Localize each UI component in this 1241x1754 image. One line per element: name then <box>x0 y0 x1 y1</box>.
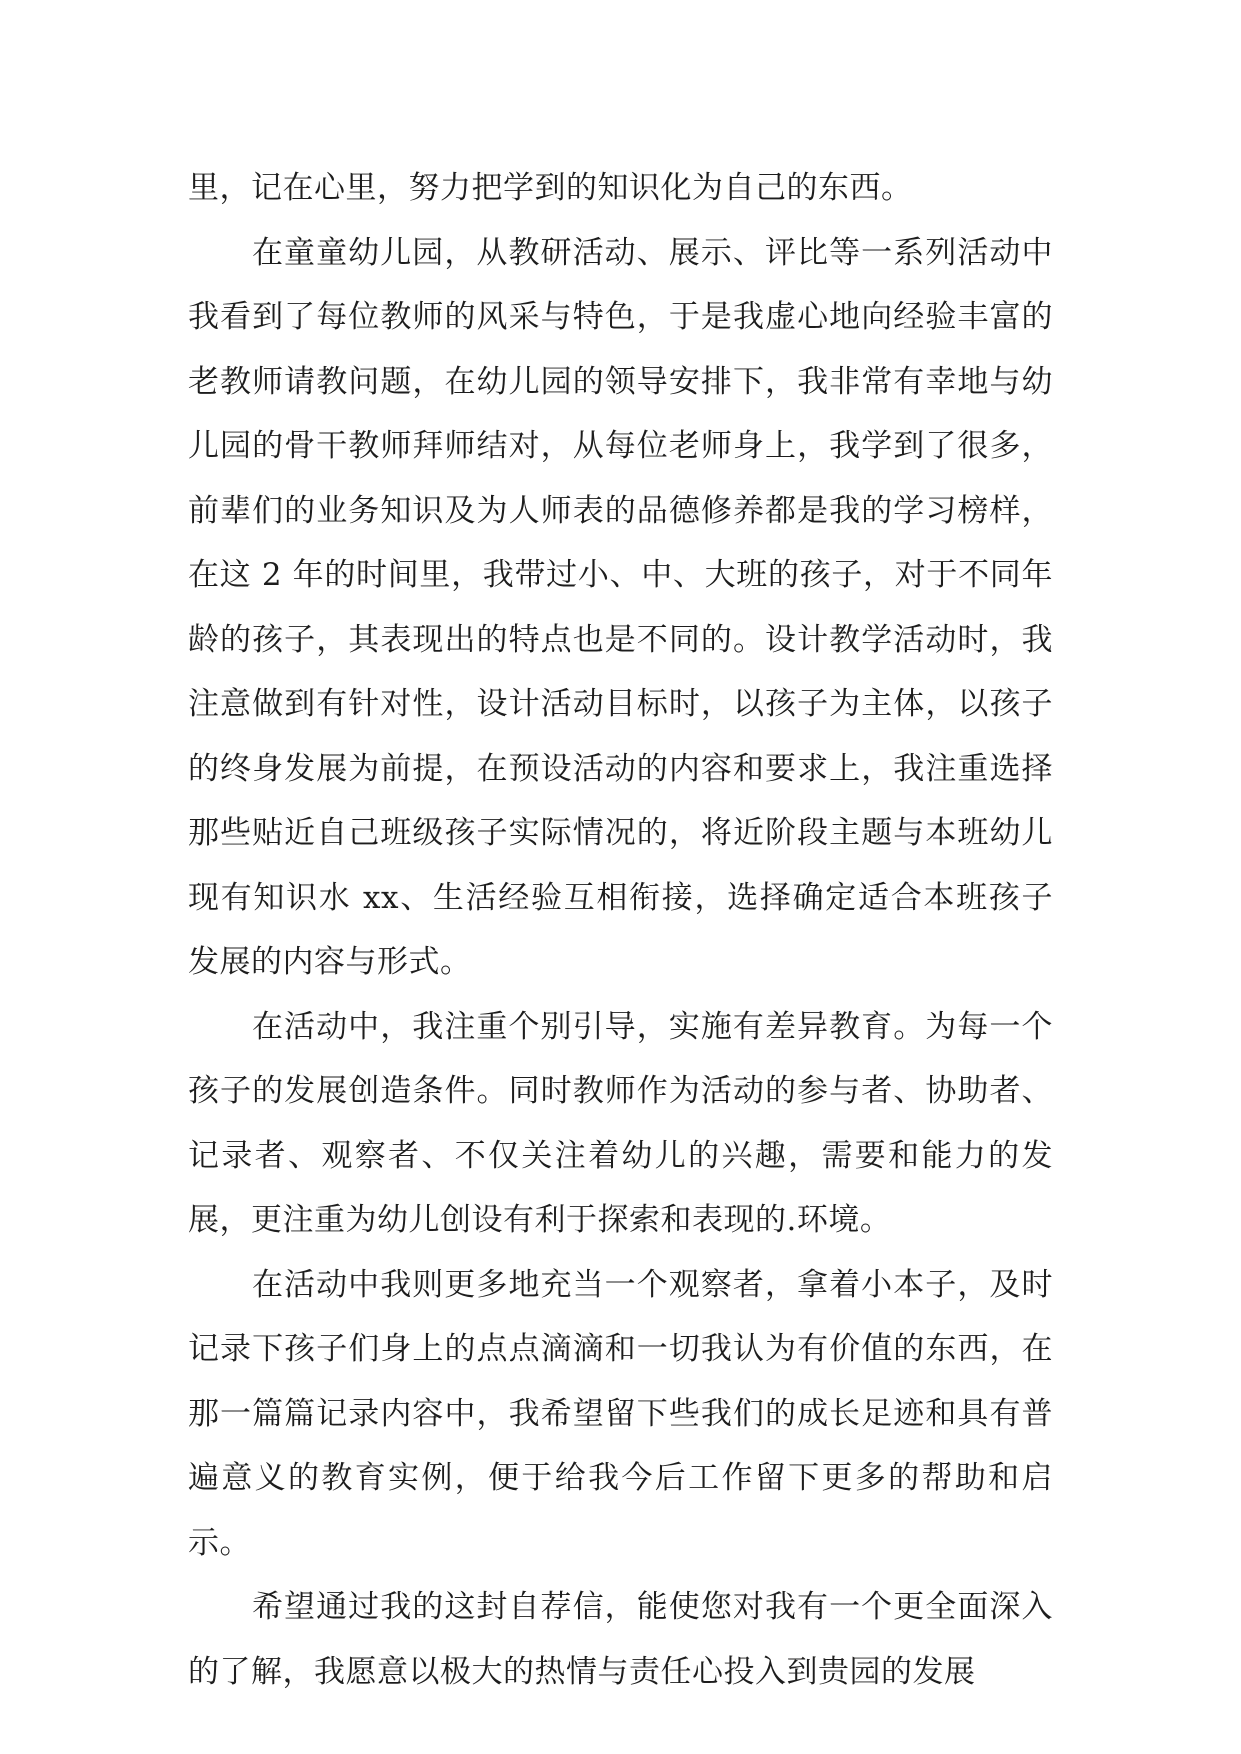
document-body <box>188 156 1053 1704</box>
paragraph-3: 在活动中，我注重个别引导，实施有差异教育。为每一个孩子的发展创造条件。同时教师作为活动的参与者、协助者、记录者、观察者、不仅关注着幼儿的兴趣，需要和能力的发展，更注重为幼儿创设有利于探索和表现的.环境。 <box>188 1008 1053 1238</box>
paragraph-2: 在童童幼儿园，从教研活动、展示、评比等一系列活动中我看到了每位教师的风采与特色，于是我虚心地向经验丰富的老教师请教问题，在幼儿园的领导安排下，我非常有幸地与幼儿园的骨干教师拜师结对，从每位老师身上，我学到了很多，前辈们的业务知识及为人师表的品德修养都是我的学习榜样，在这 2 年的时间里，我带过小、中、大班的孩子，对于不同年龄的孩子，其表现出的特点也是不同的。设计教学活动时，我注意做到有针对性，设计活动目标时，以孩子为主体，以孩子的终身发展为前提，在预设活动的内容和要求上，我注重选择那些贴近自己班级孩子实际情况的，将近阶段主题与本班幼儿现有知识水 xx、生活经验互相衔接，选择确定适合本班孩子发展的内容与形式。 <box>188 234 1053 980</box>
paragraph-1: 里，记在心里，努力把学到的知识化为自己的东西。 <box>188 170 913 206</box>
paragraph-4: 在活动中我则更多地充当一个观察者，拿着小本子，及时记录下孩子们身上的点点滴滴和一切我认为有价值的东西，在那一篇篇记录内容中，我希望留下些我们的成长足迹和具有普遍意义的教育实例，便于给我今后工作留下更多的帮助和启示。 <box>188 1266 1053 1561</box>
paragraph-5: 希望通过我的这封自荐信，能使您对我有一个更全面深入的了解，我愿意以极大的热情与责任心投入到贵园的发展 <box>188 1589 1053 1690</box>
